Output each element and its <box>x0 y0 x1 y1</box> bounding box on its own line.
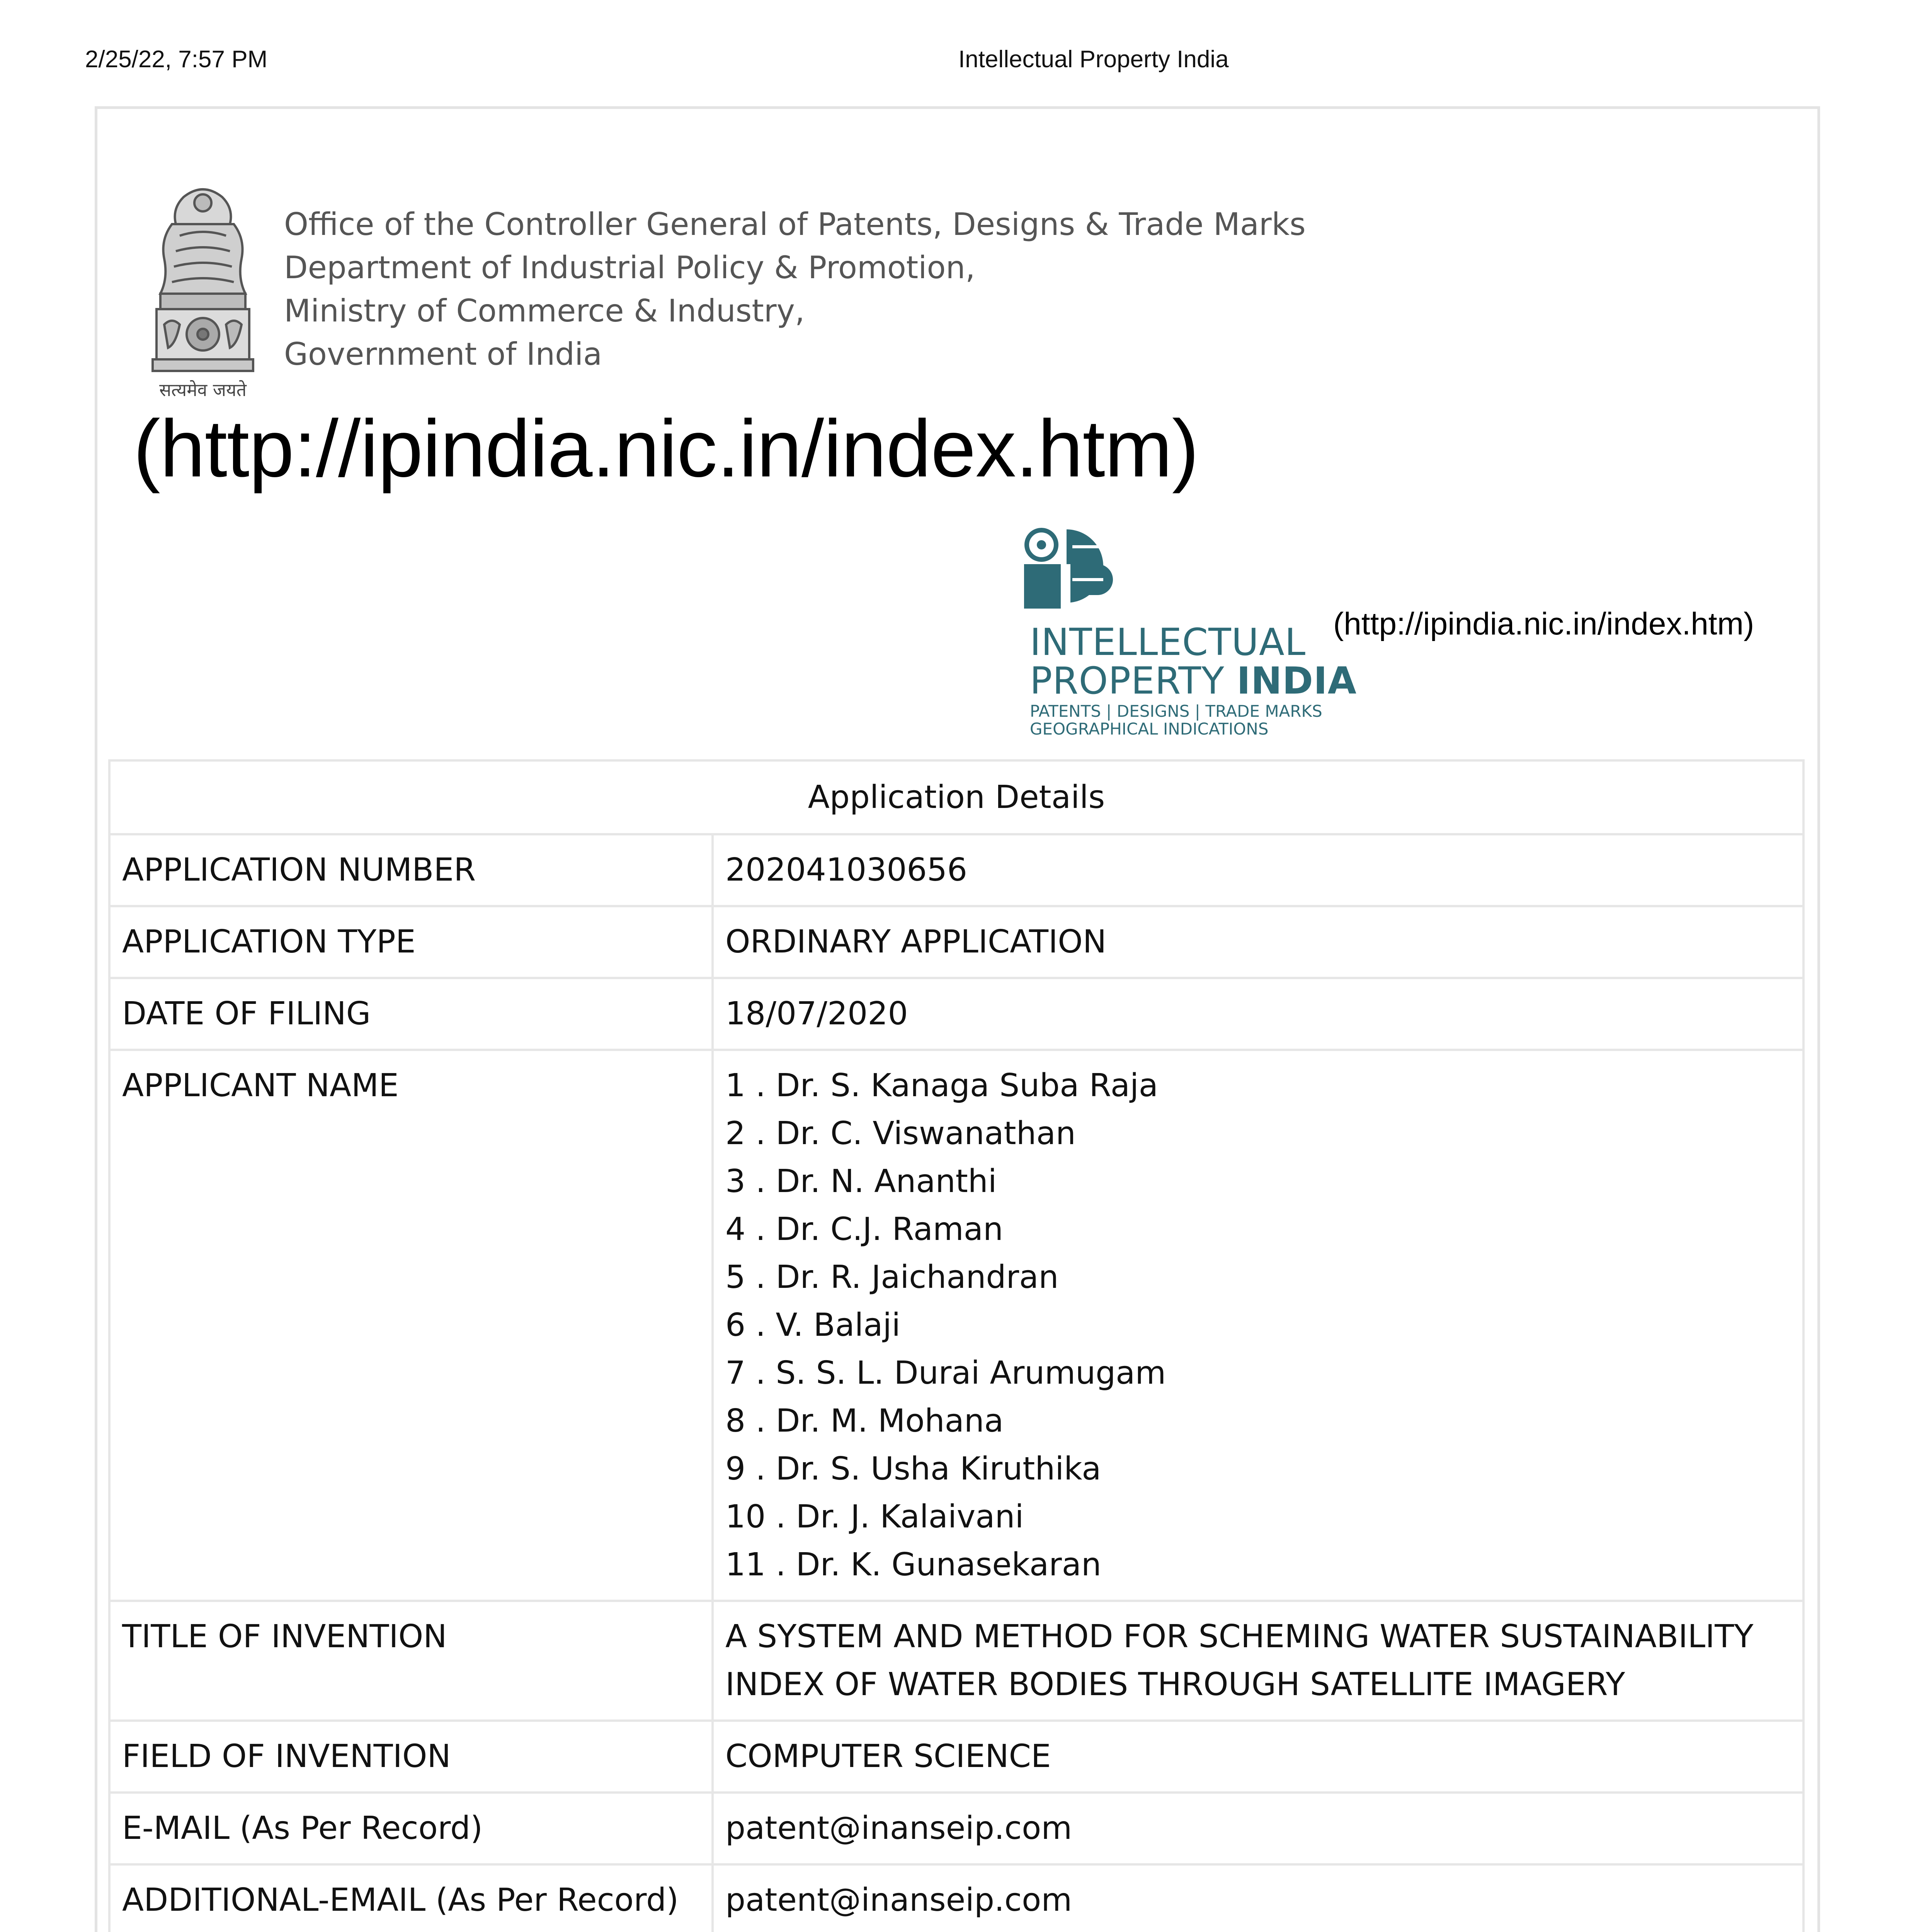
applicant-name: 4 . Dr. C.J. Raman <box>725 1211 1003 1248</box>
applicant-name: 7 . S. S. L. Durai Arumugam <box>725 1355 1166 1391</box>
row-value: ORDINARY APPLICATION <box>713 906 1803 978</box>
table-row <box>109 1793 1803 1864</box>
emblem-motto: सत्यमेव जयते <box>159 379 247 400</box>
ip-logo-line1: INTELLECTUAL <box>1030 621 1306 664</box>
ip-logo-line2b: INDIA <box>1237 659 1357 702</box>
applicant-name: 8 . Dr. M. Mohana <box>725 1403 1004 1439</box>
table-row <box>109 906 1803 978</box>
row-value: patent@inanseip.com <box>713 1793 1803 1864</box>
table-row <box>109 834 1803 906</box>
row-value: 18/07/2020 <box>713 978 1803 1050</box>
office-line: Ministry of Commerce & Industry, <box>284 293 805 329</box>
office-line: Office of the Controller General of Patents, Designs & Trade Marks <box>284 206 1306 242</box>
row-value: patent@inanseip.com <box>713 1864 1803 1932</box>
row-label: APPLICANT NAME <box>109 1050 713 1601</box>
row-label: APPLICATION TYPE <box>109 906 713 978</box>
row-value: COMPUTER SCIENCE <box>713 1721 1803 1793</box>
applicant-name: 3 . Dr. N. Ananthi <box>725 1163 997 1200</box>
ip-logo-line2a: PROPERTY <box>1030 659 1237 702</box>
home-link[interactable]: (http://ipindia.nic.in/index.htm) <box>133 403 1199 494</box>
row-label: TITLE OF INVENTION <box>109 1601 713 1721</box>
row-label: APPLICATION NUMBER <box>109 834 713 906</box>
invention-title <box>713 1601 1803 1721</box>
table-row <box>109 1050 1803 1601</box>
ip-logo-line2 <box>1030 659 1357 702</box>
office-header <box>284 203 1306 376</box>
office-line: Government of India <box>284 336 602 372</box>
application-details-table <box>108 759 1805 1932</box>
applicant-name: 1 . Dr. S. Kanaga Suba Raja <box>725 1067 1159 1104</box>
title-line: INDEX OF WATER BODIES THROUGH SATELLITE IMAGERY <box>725 1666 1625 1703</box>
print-page-title: Intellectual Property India <box>958 46 1229 73</box>
ip-logo-small2: GEOGRAPHICAL INDICATIONS <box>1030 719 1269 738</box>
applicant-name: 10 . Dr. J. Kalaivani <box>725 1498 1024 1535</box>
row-label: FIELD OF INVENTION <box>109 1721 713 1793</box>
row-label: DATE OF FILING <box>109 978 713 1050</box>
applicant-name: 5 . Dr. R. Jaichandran <box>725 1259 1059 1296</box>
table-row <box>109 978 1803 1050</box>
ip-logo-small1: PATENTS | DESIGNS | TRADE MARKS <box>1030 702 1322 721</box>
national-emblem-icon[interactable] <box>137 182 269 406</box>
table-row <box>109 1601 1803 1721</box>
ip-india-link[interactable]: (http://ipindia.nic.in/index.htm) <box>1333 606 1754 641</box>
applicant-name: 11 . Dr. K. Gunasekaran <box>725 1546 1102 1583</box>
applicant-name: 2 . Dr. C. Viswanathan <box>725 1115 1076 1152</box>
print-datetime: 2/25/22, 7:57 PM <box>85 46 268 73</box>
applicant-name: 6 . V. Balaji <box>725 1307 901 1344</box>
row-label: E-MAIL (As Per Record) <box>109 1793 713 1864</box>
table-row <box>109 1864 1803 1932</box>
ip-india-logo-text <box>1030 623 1357 738</box>
table-row <box>109 1721 1803 1793</box>
applicant-names <box>713 1050 1803 1601</box>
applicant-name: 9 . Dr. S. Usha Kiruthika <box>725 1451 1101 1487</box>
title-line: A SYSTEM AND METHOD FOR SCHEMING WATER SUSTAINABILITY <box>725 1618 1754 1655</box>
office-line: Department of Industrial Policy & Promotion, <box>284 250 975 286</box>
row-value: 202041030656 <box>713 834 1803 906</box>
row-label: ADDITIONAL-EMAIL (As Per Record) <box>109 1864 713 1932</box>
details-heading: Application Details <box>109 760 1803 834</box>
